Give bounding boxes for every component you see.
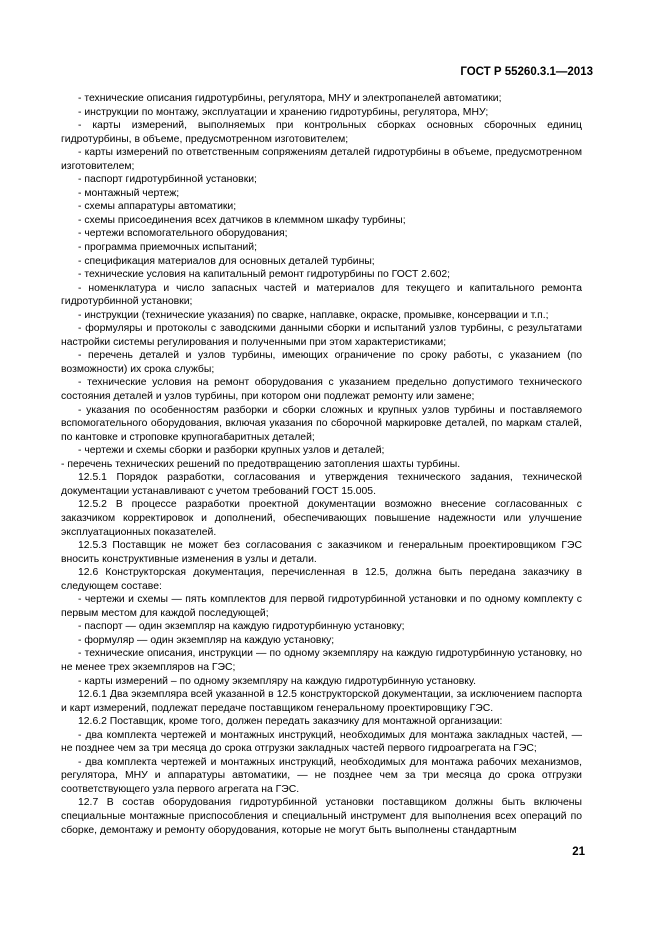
paragraph: - технические описания, инструкции — по одному экземпляру на каждую гидротурбинную установку, но не менее трех экземпляров на ГЭС; <box>61 648 582 673</box>
paragraph: - чертежи и схемы сборки и разборки крупных узлов и деталей; <box>78 445 385 457</box>
paragraph: - схемы присоединения всех датчиков в клеммном шкафу турбины; <box>78 214 406 226</box>
paragraph: - технические условия на ремонт оборудования с указанием предельно допустимого технического состояния деталей и узлов турбины, при котором они подлежат ремонту или замене; <box>61 377 582 403</box>
page-body <box>61 92 582 837</box>
paragraph: - чертежи и схемы — пять комплектов для первой гидротурбинной установки и по одному комплекту с первым местом для каждой последующей; <box>61 594 582 619</box>
paragraph: - перечень технических решений по предотвращению затопления шахты турбины. <box>61 458 461 470</box>
paragraph: 12.5.1 Порядок разработки, согласования и утверждения технического задания, технической документации устанавливают с учетом требований ГОСТ 15.005. <box>61 472 582 497</box>
paragraph: - спецификация материалов для основных деталей турбины; <box>78 255 375 267</box>
paragraph: 12.7 В состав оборудования гидротурбинной установки поставщиком должны быть включены специальные монтажные приспособления и специальный инструмент для выполнения всех операций по сборке, демонтажу и ремонту оборудования, которые не могут быть выполнены стандартным <box>61 797 582 836</box>
paragraph: - два комплекта чертежей и монтажных инструкций, необходимых для монтажа закладных частей, — не позднее чем за три месяца до срока отгрузки закладных частей первого гидроагрегата на ГЭС; <box>61 729 582 755</box>
paragraph: - технические описания гидротурбины, регулятора, МНУ и электропанелей автоматики; <box>78 93 502 104</box>
paragraph: - инструкции (технические указания) по сварке, наплавке, окраске, промывке, консервации и т.п.; <box>78 309 549 321</box>
paragraph: - два комплекта чертежей и монтажных инструкций, необходимых для монтажа рабочих механизмов, регулятора, МНУ и аппаратуры автоматики, — не позднее чем за три месяца до срока отгрузки соответствующего узла первого агрегата на ГЭС. <box>61 756 582 795</box>
paragraph: 12.6.1 Два экземпляра всей указанной в 12.5 конструкторской документации, за исключением паспорта и карт измерений, подлежат передаче поставщиком генеральному проектировщику ГЭС. <box>61 689 582 714</box>
paragraph: 12.5.3 Поставщик не может без согласования с заказчиком и генеральным проектировщиком ГЭС вносить конструктивные изменения в узлы и детали. <box>61 540 582 565</box>
paragraph: - номенклатура и число запасных частей и материалов для текущего и капитального ремонта гидротурбинной установки; <box>61 282 582 308</box>
paragraph: - указания по особенностям разборки и сборки сложных и крупных узлов турбины и поставляемого вспомогательного оборудования, включая указания по сборочной маркировке деталей, по маркам сталей, по кантовке и строповке крупногабаритных деталей; <box>61 404 582 443</box>
paragraph: - паспорт — один экземпляр на каждую гидротурбинную установку; <box>78 621 405 633</box>
paragraph: - карты измерений – по одному экземпляру на каждую гидротурбинную установку. <box>78 675 476 687</box>
paragraph: - схемы аппаратуры автоматики; <box>78 201 237 213</box>
page-number: 21 <box>572 846 585 858</box>
paragraph: - паспорт гидротурбинной установки; <box>78 174 257 186</box>
paragraph: - программа приемочных испытаний; <box>78 242 257 254</box>
paragraph: - карты измерений, выполняемых при контрольных сборках основных сборочных единиц гидротурбины, в объеме, предусмотренном изготовителем; <box>61 120 582 145</box>
paragraph: 12.6 Конструкторская документация, перечисленная в 12.5, должна быть передана заказчику в следующем составе: <box>61 567 582 592</box>
paragraph: - перечень деталей и узлов турбины, имеющих ограничение по сроку работы, с указанием (по возможности) их срока службы; <box>61 350 582 375</box>
paragraph: - чертежи вспомогательного оборудования; <box>78 228 288 240</box>
paragraph: - формуляр — один экземпляр на каждую установку; <box>78 634 335 646</box>
paragraph: - технические условия на капитальный ремонт гидротурбины по ГОСТ 2.602; <box>78 269 451 281</box>
paragraph: 12.6.2 Поставщик, кроме того, должен передать заказчику для монтажной организации: <box>78 716 503 728</box>
paragraph: 12.5.2 В процессе разработки проектной документации возможно внесение согласованных с заказчиком корректировок и дополнений, обеспечивающих повышение надежности или улучшение эксплуатационных показателей. <box>61 499 582 538</box>
paragraph: - карты измерений по ответственным сопряжениям деталей гидротурбины в объеме, предусмотренном изготовителем; <box>61 147 582 172</box>
paragraph: - формуляры и протоколы с заводскими данными сборки и испытаний узлов турбины, с результатами настройки системы регулирования и полученными при этом характеристиками; <box>61 323 582 348</box>
paragraph: - инструкции по монтажу, эксплуатации и хранению гидротурбины, регулятора, МНУ; <box>78 106 489 118</box>
document-header: ГОСТ Р 55260.3.1—2013 <box>460 66 593 78</box>
paragraph: - монтажный чертеж; <box>78 187 180 199</box>
